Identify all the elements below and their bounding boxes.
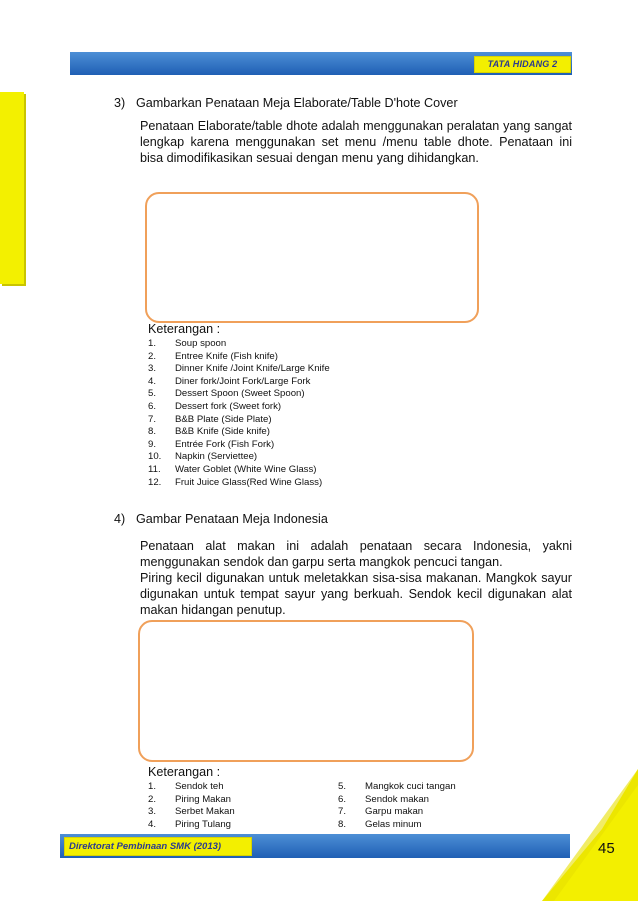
legend-item-text: Diner fork/Joint Fork/Large Fork [175,375,311,387]
footer-label: Direktorat Pembinaan SMK (2013) [69,841,222,852]
legend-item-number: 3. [148,363,157,375]
legend-item-number: 4. [148,375,157,387]
section-3-legend-title: Keterangan : [148,322,221,336]
legend-item [148,794,235,807]
legend-item-text: Soup spoon [175,338,227,349]
legend-item-number: 11. [148,463,161,475]
legend-item [148,363,330,376]
footer-badge [64,837,252,856]
legend-item-number: 8. [338,818,347,830]
section-4-legend-title: Keterangan : [148,765,221,779]
legend-item [338,806,456,819]
legend-item [148,439,330,452]
header-label: TATA HIDANG 2 [487,59,558,69]
legend-item-number: 4. [148,818,157,830]
legend-item-number: 5. [338,781,347,792]
legend-item [148,376,330,389]
legend-item [148,806,235,819]
legend-item-number: 9. [148,438,157,450]
legend-item-text: Mangkok cuci tangan [365,781,456,792]
side-tab [0,92,24,284]
legend-item-number: 1. [148,781,157,792]
legend-item-text: Dessert fork (Sweet fork) [175,400,282,412]
legend-item-text: Dinner Knife /Joint Knife/Large Knife [175,363,330,375]
section-4-legend-left [148,781,235,831]
legend-item [338,819,456,832]
legend-item [148,781,235,794]
section-4-image-frame [138,620,474,762]
legend-item [338,794,456,807]
legend-item [148,819,235,832]
legend-item-text: Sendok makan [365,793,429,805]
legend-item [148,401,330,414]
legend-item [148,426,330,439]
legend-item-text: Napkin (Serviettee) [175,451,258,463]
section-3-image-frame [145,192,479,323]
section-3-number: 3) [114,96,126,110]
section-3-legend [148,338,330,489]
legend-item-text: Entree Knife (Fish knife) [175,350,278,362]
legend-item [148,388,330,401]
legend-item-number: 1. [148,338,157,349]
legend-item-number: 6. [148,400,157,412]
section-4-title: Gambar Penataan Meja Indonesia [136,512,328,526]
legend-item-number: 5. [148,388,157,400]
legend-item-text: Piring Tulang [175,818,231,830]
legend-item [148,414,330,427]
legend-item-text: B&B Knife (Side knife) [175,426,270,438]
legend-item-text: Water Goblet (White Wine Glass) [175,463,317,475]
legend-item [148,338,330,351]
section-3-title: Gambarkan Penataan Meja Elaborate/Table D'hote Cover [136,96,458,110]
section-4-paragraph-2: Piring kecil digunakan untuk meletakkan sisa-sisa makanan. Mangkok sayur digunakan untuk tempat sayur yang berkuah. Sendok kecil digunakan alat makan hidangan penutup. [140,571,572,617]
section-4-legend-right [338,781,456,831]
page-number: 45 [598,840,615,857]
legend-item-number: 2. [148,350,157,362]
legend-item-text: Dessert Spoon (Sweet Spoon) [175,388,305,400]
legend-item [148,477,330,490]
legend-item-number: 8. [148,426,157,438]
section-4-heading [114,512,328,526]
legend-item [148,451,330,464]
header-badge [474,56,571,73]
legend-item-number: 2. [148,793,157,805]
legend-item-text: Piring Makan [175,793,231,805]
section-4-number: 4) [114,512,126,526]
section-4-paragraph-1: Penataan alat makan ini adalah penataan secara Indonesia, yakni menggunakan sendok dan garpu serta mangkok pencuci tangan. [140,539,572,569]
legend-item-text: Entrée Fork (Fish Fork) [175,438,275,450]
legend-item-number: 6. [338,793,347,805]
legend-item-text: Serbet Makan [175,806,235,818]
section-3-heading [114,96,458,110]
legend-item-text: B&B Plate (Side Plate) [175,413,272,425]
legend-item [148,464,330,477]
corner-decoration [542,769,638,901]
legend-item-number: 12. [148,476,162,488]
legend-item-number: 7. [148,413,157,425]
legend-item [148,351,330,364]
legend-item-text: Fruit Juice Glass(Red Wine Glass) [175,476,323,488]
legend-item-number: 7. [338,806,347,818]
legend-item-text: Sendok teh [175,781,224,792]
legend-item-number: 10. [148,451,162,463]
section-3-paragraph: Penataan Elaborate/table dhote adalah menggunakan peralatan yang sangat lengkap karena menggunakan set menu /menu table dhote. Penataan ini bisa dimodifikasikan sesuai dengan menu yang dihidangkan. [140,119,572,165]
legend-item-number: 3. [148,806,157,818]
legend-item [338,781,456,794]
legend-item-text: Garpu makan [365,806,424,818]
legend-item-text: Gelas minum [365,818,422,830]
